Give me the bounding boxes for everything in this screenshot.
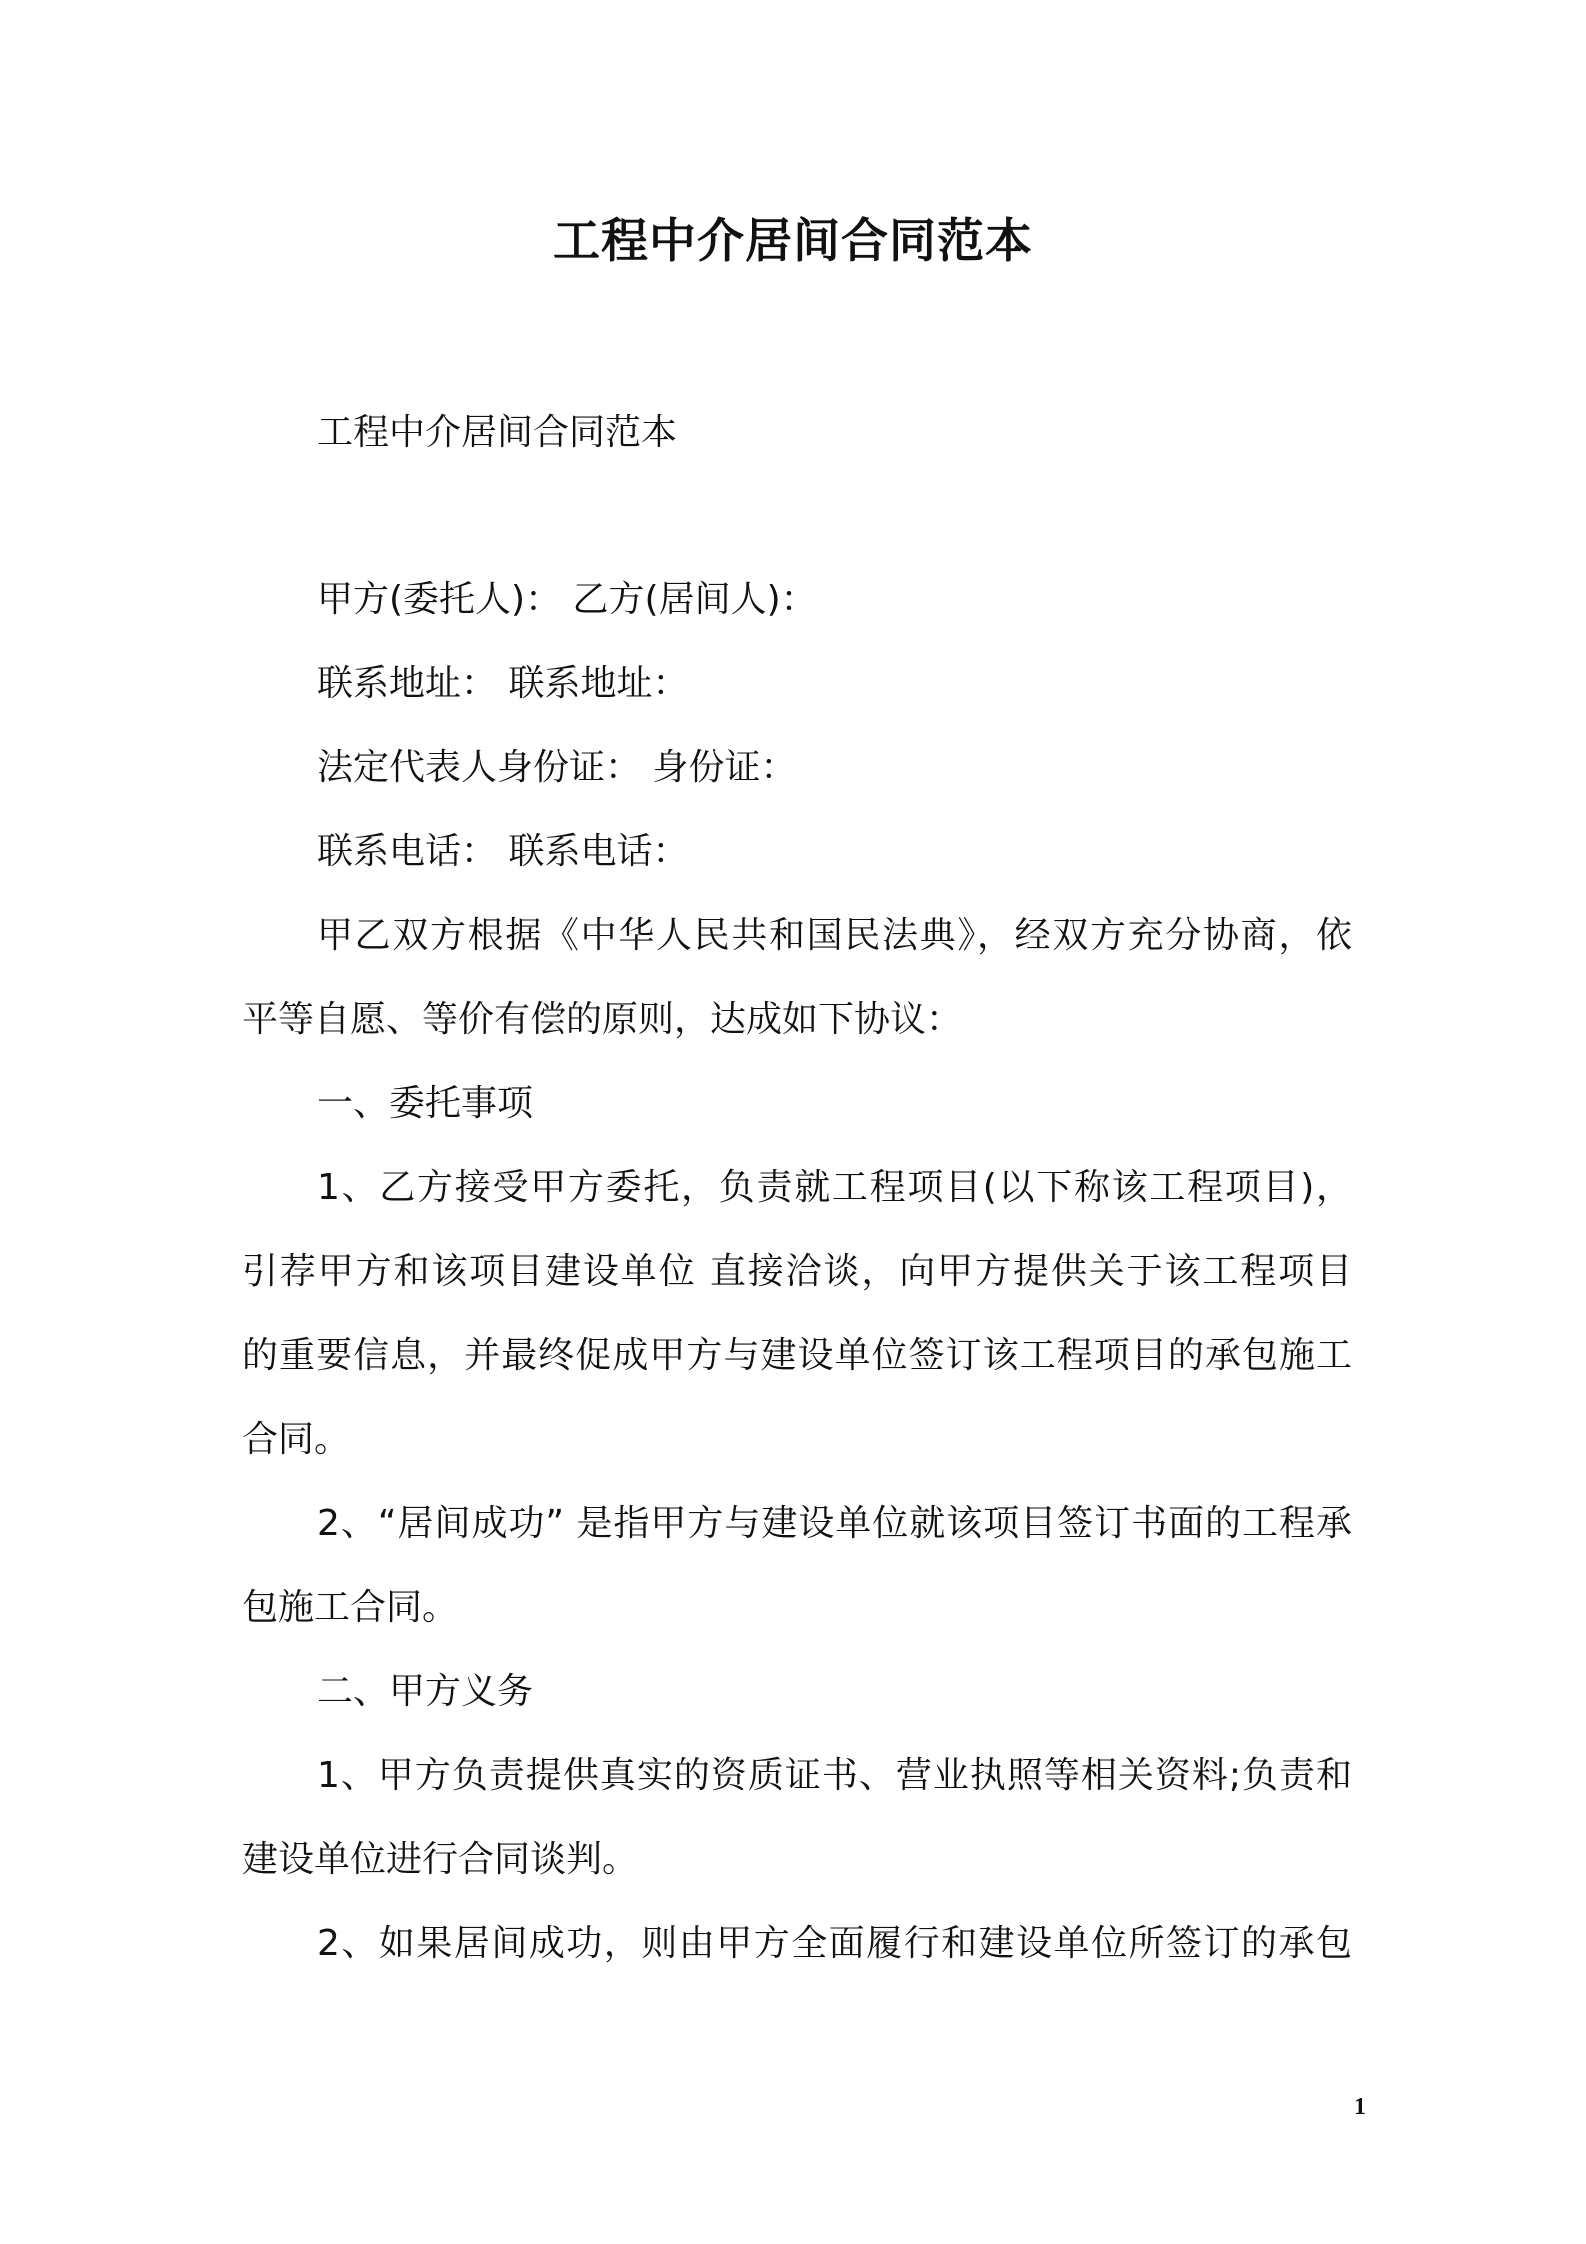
phone-line: 联系电话： 联系电话： bbox=[317, 831, 689, 872]
document-title: 工程中介居间合同范本 bbox=[553, 214, 1033, 269]
section-1-item-1-line-4: 合同。 bbox=[242, 1419, 351, 1460]
section-2-item-1-line-2: 建设单位进行合同谈判。 bbox=[242, 1839, 639, 1880]
section-2-item-2-line-1: 2、如果居间成功，则由甲方全面履行和建设单位所签订的承包 bbox=[317, 1923, 1352, 1964]
party-line: 甲方(委托人)： 乙方(居间人)： bbox=[317, 579, 817, 620]
id-line: 法定代表人身份证： 身份证： bbox=[317, 747, 797, 788]
document-subtitle: 工程中介居间合同范本 bbox=[317, 412, 678, 453]
section-1-item-1-line-3: 的重要信息，并最终促成甲方与建设单位签订该工程项目的承包施工 bbox=[242, 1335, 1352, 1376]
section-1-item-2-line-2: 包施工合同。 bbox=[242, 1587, 459, 1628]
section-1-item-2-line-1: 2、“居间成功” 是指甲方与建设单位就该项目签订书面的工程承 bbox=[317, 1503, 1352, 1544]
intro-line-2: 平等自愿、等价有偿的原则，达成如下协议： bbox=[242, 999, 963, 1040]
page-number: 1 bbox=[1354, 2094, 1366, 2120]
section-2-item-1-line-1: 1、甲方负责提供真实的资质证书、营业执照等相关资料;负责和 bbox=[317, 1755, 1352, 1796]
section-2-heading: 二、甲方义务 bbox=[317, 1671, 534, 1712]
address-line: 联系地址： 联系地址： bbox=[317, 663, 689, 704]
section-1-heading: 一、委托事项 bbox=[317, 1083, 534, 1124]
intro-line-1: 甲乙双方根据《中华人民共和国民法典》，经双方充分协商，依 bbox=[317, 915, 1352, 956]
section-1-item-1-line-2: 引荐甲方和该项目建设单位 直接洽谈，向甲方提供关于该工程项目 bbox=[242, 1251, 1352, 1292]
section-1-item-1-line-1: 1、乙方接受甲方委托，负责就工程项目(以下称该工程项目)， bbox=[317, 1167, 1352, 1208]
